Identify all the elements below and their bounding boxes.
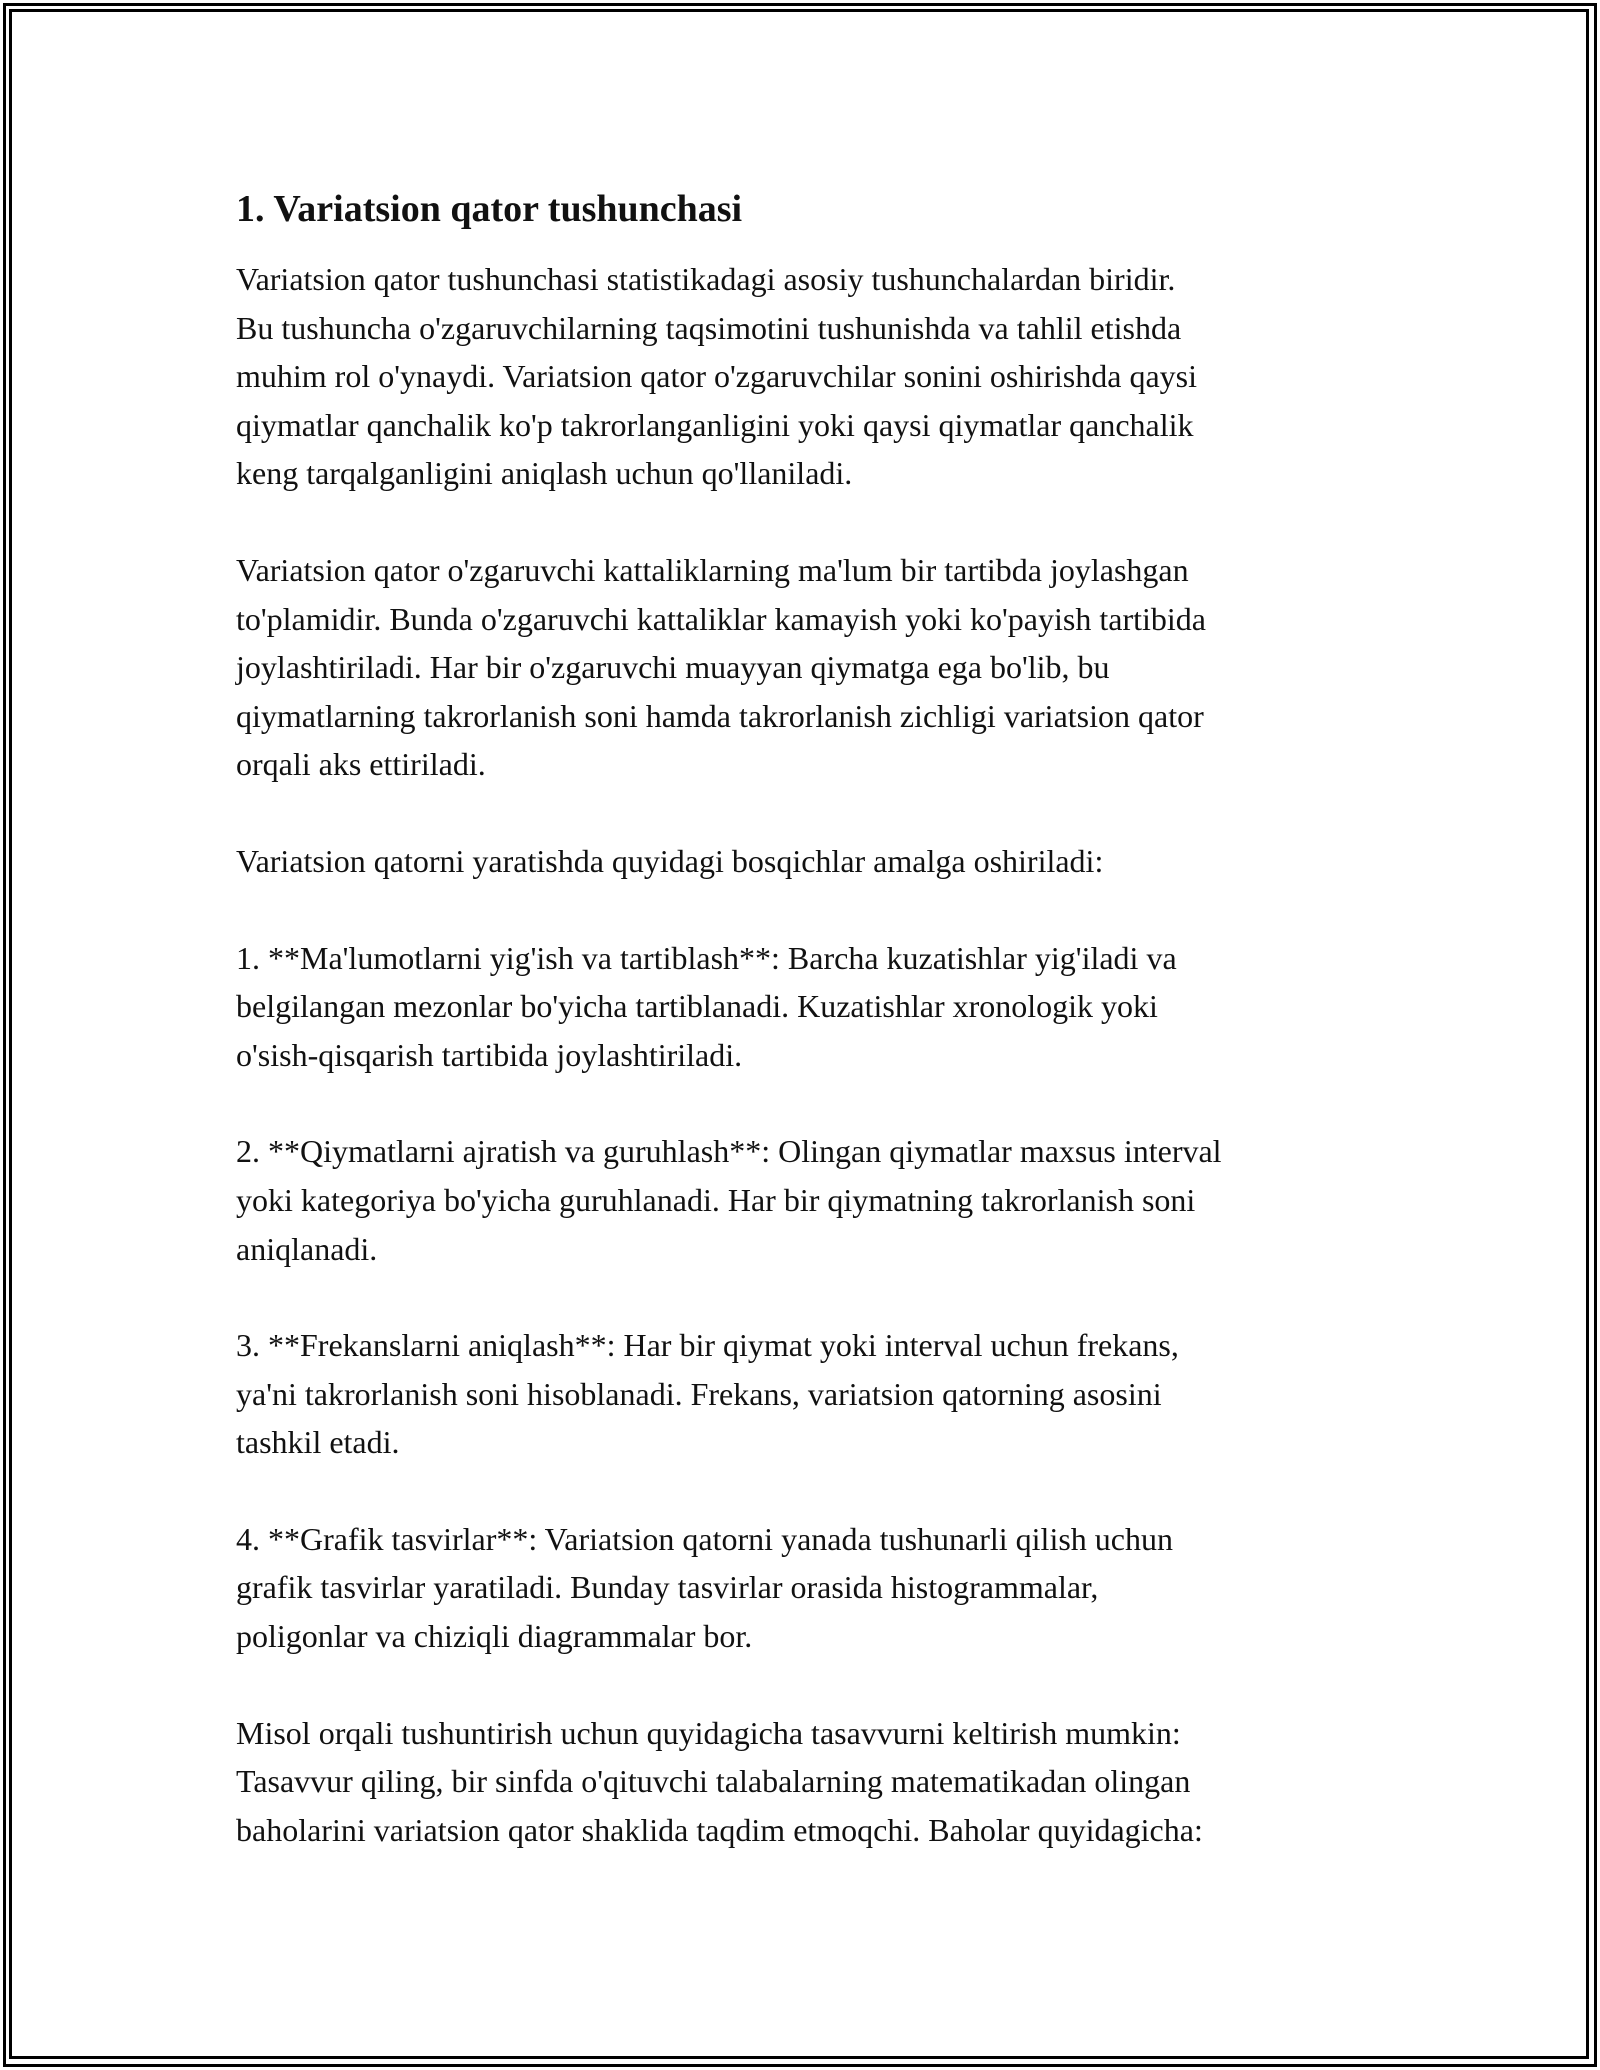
paragraph-steps-intro xyxy=(236,837,1426,886)
text-line: Tasavvur qiling, bir sinfda o'qituvchi talabalarning matematikadan olingan xyxy=(236,1763,1191,1800)
text-line: 3. **Frekanslarni aniqlash**: Har bir qiymat yoki interval uchun frekans, xyxy=(236,1327,1179,1364)
list-item-step-1 xyxy=(236,934,1426,1080)
text-line: 4. **Grafik tasvirlar**: Variatsion qatorni yanada tushunarli qilish uchun xyxy=(236,1520,1173,1557)
text-line: Variatsion qator o'zgaruvchi kattaliklarning ma'lum bir tartibda joylashgan xyxy=(236,551,1189,588)
list-item-step-3 xyxy=(236,1321,1426,1467)
text-line: baholarini variatsion qator shaklida taqdim etmoqchi. Baholar quyidagicha: xyxy=(236,1811,1203,1848)
text-line: qiymatlar qanchalik ko'p takrorlanganligini yoki qaysi qiymatlar qanchalik xyxy=(236,406,1194,443)
text-line: belgilangan mezonlar bo'yicha tartiblanadi. Kuzatishlar xronologik yoki xyxy=(236,988,1158,1025)
text-line: to'plamidir. Bunda o'zgaruvchi kattaliklar kamayish yoki ko'payish tartibida xyxy=(236,600,1206,637)
text-line: Variatsion qatorni yaratishda quyidagi bosqichlar amalga oshiriladi: xyxy=(236,842,1104,879)
text-line: aniqlanadi. xyxy=(236,1230,378,1267)
text-line: yoki kategoriya bo'yicha guruhlanadi. Har bir qiymatning takrorlanish soni xyxy=(236,1181,1196,1218)
list-item-step-2 xyxy=(236,1127,1426,1273)
text-line: tashkil etadi. xyxy=(236,1424,400,1461)
section-heading: 1. Variatsion qator tushunchasi xyxy=(236,188,743,230)
text-line: 2. **Qiymatlarni ajratish va guruhlash**: Olingan qiymatlar maxsus interval xyxy=(236,1133,1222,1170)
text-line: 1. **Ma'lumotlarni yig'ish va tartiblash**: Barcha kuzatishlar yig'iladi va xyxy=(236,939,1177,976)
text-line: muhim rol o'ynaydi. Variatsion qator o'zgaruvchilar sonini oshirishda qaysi xyxy=(236,358,1197,395)
paragraph-intro xyxy=(236,255,1426,498)
text-line: Bu tushuncha o'zgaruvchilarning taqsimotini tushunishda va tahlil etishda xyxy=(236,309,1182,346)
text-line: orqali aks ettiriladi. xyxy=(236,746,486,783)
text-line: keng tarqalganligini aniqlash uchun qo'llaniladi. xyxy=(236,455,853,492)
text-line: Variatsion qator tushunchasi statistikadagi asosiy tushunchalardan biridir. xyxy=(236,261,1176,297)
text-line: ya'ni takrorlanish soni hisoblanadi. Frekans, variatsion qatorning asosini xyxy=(236,1375,1162,1412)
list-item-step-4 xyxy=(236,1515,1426,1661)
text-line: poligonlar va chiziqli diagrammalar bor. xyxy=(236,1618,753,1655)
document-body xyxy=(236,185,1426,1854)
text-line: o'sish-qisqarish tartibida joylashtiriladi. xyxy=(236,1036,743,1073)
paragraph-example xyxy=(236,1709,1426,1855)
text-line: Misol orqali tushuntirish uchun quyidagicha tasavvurni keltirish mumkin: xyxy=(236,1714,1181,1751)
text-line: grafik tasvirlar yaratiladi. Bunday tasvirlar orasida histogrammalar, xyxy=(236,1569,1099,1606)
text-line: qiymatlarning takrorlanish soni hamda takrorlanish zichligi variatsion qator xyxy=(236,697,1204,734)
text-line: joylashtiriladi. Har bir o'zgaruvchi muayyan qiymatga ega bo'lib, bu xyxy=(236,649,1110,686)
paragraph-definition xyxy=(236,546,1426,789)
